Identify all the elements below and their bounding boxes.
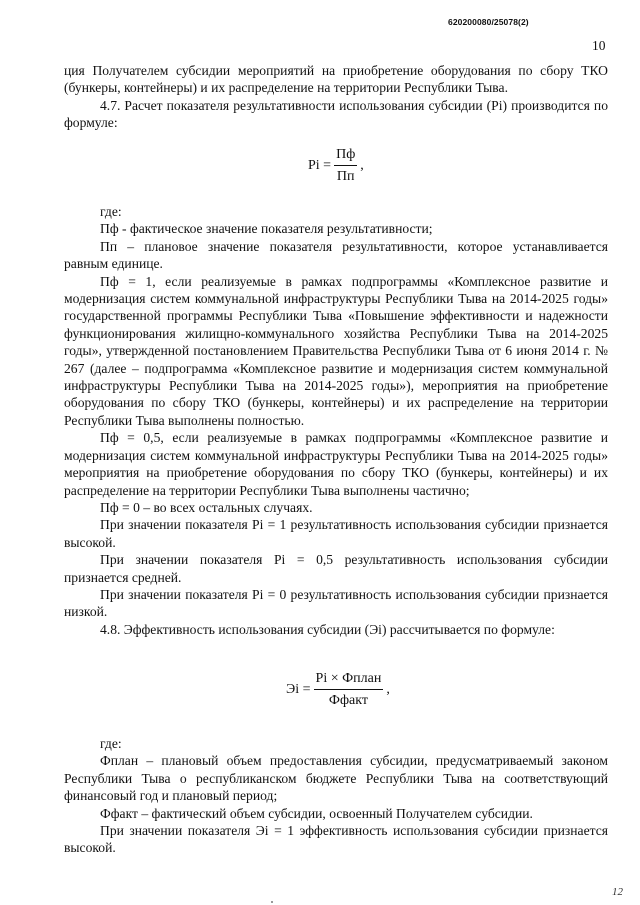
formula-denominator: Пп: [336, 169, 355, 184]
formula-denominator: Ффакт: [328, 693, 368, 708]
document-id: 620200080/25078(2): [448, 17, 529, 27]
paragraph: Пф = 1, если реализуемые в рамках подпрограммы «Комплексное развитие и модернизация систем коммунальной инфраструктуры Республики Тыва на 2014-2025 годы» государственной программы Республики Тыва «Повышение эффективности и надежности функционирования жилищно-коммунального хозяйства Республики Тыва на 2014-2025 годы», утвержденной постановлением Правительства Республики Тыва от 6 июня 2014 г. № 267 (далее – подпрограмма «Комплексное развитие и модернизация систем коммунальной инфраструктуры Республики Тыва на 2014-2025 годы»), мероприятия на приобретение оборудования по сбору ТКО (бункеры, контейнеры) и их распределение на территории Республики Тыва выполнены полностью.: [64, 273, 608, 428]
paragraph: Ффакт – фактический объем субсидии, освоенный Получателем субсидии.: [100, 805, 533, 821]
paragraph: При значении показателя Pi = 0 результативность использования субсидии признается низкой.: [64, 586, 608, 620]
paragraph: При значении показателя Эi = 1 эффективность использования субсидии признается высокой.: [64, 823, 608, 856]
formula-ei: [286, 670, 390, 709]
text-block-bottom: [64, 735, 608, 857]
formula-trail: ,: [360, 157, 364, 173]
page-number: 10: [592, 38, 606, 53]
formula-lhs: Pi =: [308, 157, 332, 173]
scan-dot: [271, 901, 273, 903]
paragraph: где:: [100, 736, 122, 751]
formula-numerator: Pi × Фплан: [314, 670, 384, 690]
formula-numerator: Пф: [334, 146, 357, 166]
paragraph: Пф = 0 – во всех остальных случаях.: [100, 499, 313, 515]
paragraph: При значении показателя Pi = 1 результативность использования субсидии признается высокой.: [64, 517, 608, 550]
paragraph: Фплан – плановый объем предоставления субсидии, предусматриваемый законом Республики Тыва о республиканском бюджете Республики Тыва на соответствующий финансовый год и плановый период;: [64, 753, 608, 804]
formula-trail: ,: [386, 681, 390, 697]
paragraph: 4.8. Эффективность использования субсидии (Эi) рассчитывается по формуле:: [100, 621, 555, 637]
paragraph: ция Получателем субсидии мероприятий на приобретение оборудования по сбору ТКО (бункеры, контейнеры) и их распределение на территории Республики Тыва.: [64, 63, 608, 96]
formula-pi: [308, 146, 364, 185]
paragraph: Пф = 0,5, если реализуемые в рамках подпрограммы «Комплексное развитие и модернизация систем коммунальной инфраструктуры Республики Тыва на 2014-2025 годы» мероприятия на приобретение оборудования по сбору ТКО (бункеры, контейнеры) и их распределение на территории Республики Тыва выполнены частично;: [64, 430, 608, 498]
paragraph: Пф - фактическое значение показателя результативности;: [100, 221, 433, 237]
paragraph: Пп – плановое значение показателя результативности, которое устанавливается равным единице.: [64, 238, 608, 272]
text-block-middle: [64, 203, 608, 638]
paragraph: При значении показателя Pi = 0,5 результативность использования субсидии признается средней.: [64, 552, 608, 585]
formula-fraction: [314, 670, 384, 709]
formula-lhs: Эi =: [286, 681, 311, 697]
formula-fraction: [334, 146, 357, 185]
handwritten-page-mark: 12: [612, 886, 623, 898]
paragraph: 4.7. Расчет показателя результативности использования субсидии (Pi) производится по формуле:: [64, 97, 608, 131]
text-block-top: [64, 62, 608, 132]
paragraph: где:: [100, 204, 122, 219]
